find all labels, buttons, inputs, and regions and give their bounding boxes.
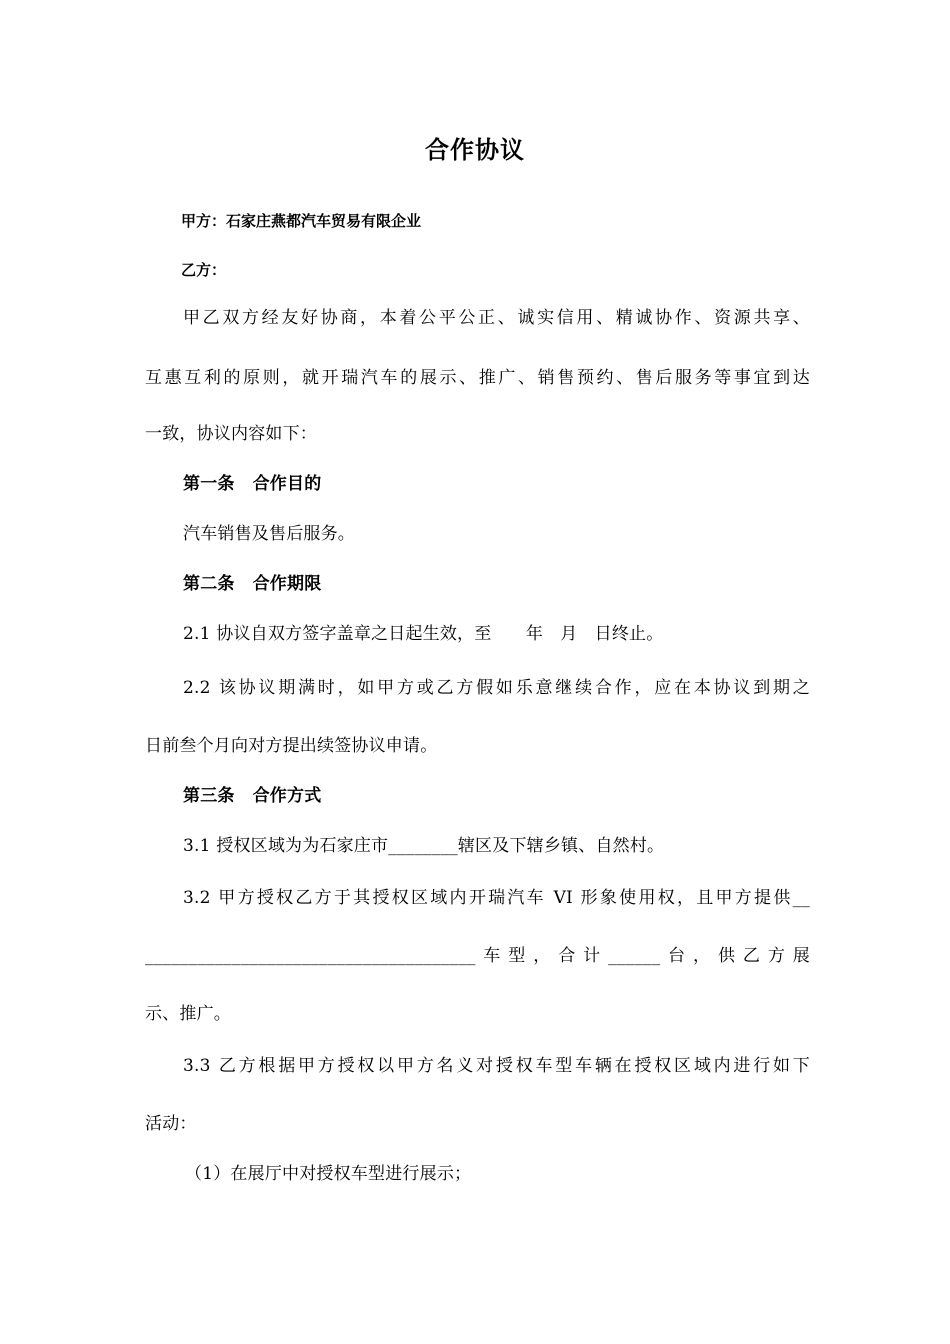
article-2-heading xyxy=(183,572,810,596)
clause-3-3-line-1: 3.3 乙方根据甲方授权以甲方名义对授权车型车辆在授权区域内进行如下 xyxy=(183,1056,810,1076)
clause-3-2-line-1: 3.2 甲方授权乙方于其授权区域内开瑞汽车 VI 形象使用权，且甲方提供__ xyxy=(183,888,810,908)
article-3-title: 合作方式 xyxy=(252,786,322,806)
article-3-heading xyxy=(183,784,810,808)
intro-line-1: 甲乙双方经友好协商，本着公平公正、诚实信用、精诚协作、资源共享、 xyxy=(183,308,810,328)
clause-2-2-line-1: 2.2 该协议期满时，如甲方或乙方假如乐意继续合作，应在本协议到期之 xyxy=(183,678,810,698)
article-3-number: 第三条 xyxy=(183,786,235,806)
party-b-line: 乙方： xyxy=(181,261,227,279)
clause-3-2-line-3: 示、推广。 xyxy=(145,1004,231,1024)
article-2-title: 合作期限 xyxy=(252,574,322,594)
intro-line-3: 一致，协议内容如下： xyxy=(145,424,317,444)
article-2-number: 第二条 xyxy=(183,574,235,594)
document-title: 合作协议 xyxy=(425,136,525,164)
clause-3-3-line-2: 活动： xyxy=(145,1114,197,1134)
clause-2-2-line-2: 日前叁个月向对方提出续签协议申请。 xyxy=(145,736,438,756)
party-a-line: 甲方：石家庄燕都汽车贸易有限企业 xyxy=(181,212,422,230)
article-1-number: 第一条 xyxy=(183,474,235,494)
article-1-heading xyxy=(183,472,810,496)
clause-3-2-line-2: ______________________________________车型，合计______台，供乙方展 xyxy=(145,946,810,966)
intro-line-2: 互惠互利的原则，就开瑞汽车的展示、推广、销售预约、售后服务等事宜到达 xyxy=(145,368,810,388)
clause-2-1: 2.1 协议自双方签字盖章之日起生效，至 年 月 日终止。 xyxy=(183,624,664,644)
clause-3-3-item-1: （1）在展厅中对授权车型进行展示； xyxy=(185,1164,472,1184)
clause-3-1: 3.1 授权区域为为石家庄市________辖区及下辖乡镇、自然村。 xyxy=(183,836,665,856)
article-1-body: 汽车销售及售后服务。 xyxy=(183,524,355,544)
article-1-title: 合作目的 xyxy=(252,474,322,494)
